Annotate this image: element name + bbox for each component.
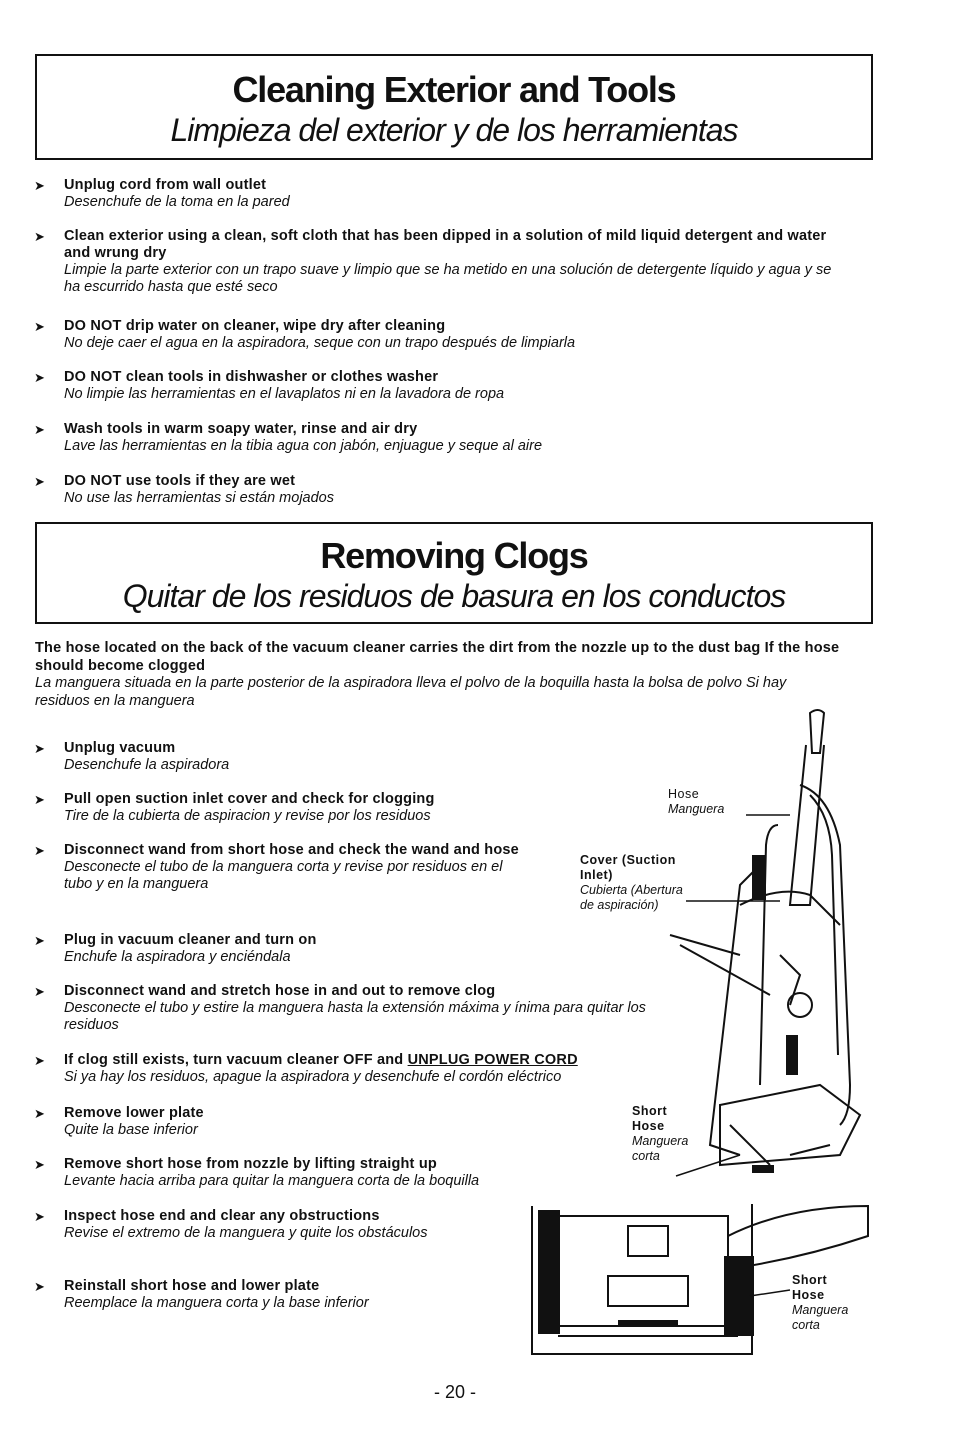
- list-item: ➤ If clog still exists, turn vacuum cleaner OFF and UNPLUG POWER CORD Si ya hay los residuos, apague la aspiradora y desenchufe el cordón eléctrico: [34, 1052, 578, 1085]
- arrow-bullet-icon: ➤: [34, 1157, 45, 1172]
- arrow-bullet-icon: ➤: [34, 1106, 45, 1121]
- arrow-bullet-icon: ➤: [34, 370, 45, 385]
- list-item: ➤ Disconnect wand from short hose and check the wand and hose Desconecte el tubo de la manguera corta y revise por residuos en el tubo y en la manguera: [34, 842, 519, 892]
- page-number: - 20 -: [433, 1382, 476, 1402]
- arrow-bullet-icon: ➤: [34, 843, 45, 858]
- section-subtitle: Limpieza del exterior y de los herramientas: [170, 112, 738, 148]
- list-item: ➤ Unplug cord from wall outlet Desenchufe de la toma en la pared: [34, 177, 290, 210]
- label-short-hose-1: Short Hose Manguera corta: [632, 1104, 689, 1163]
- section-title: Removing Clogs: [320, 535, 588, 576]
- list-item: ➤ Inspect hose end and clear any obstructions Revise el extremo de la manguera y quite los obstáculos: [34, 1208, 428, 1241]
- list-item: ➤ Clean exterior using a clean, soft cloth that has been dipped in a solution of mild liquid detergent and water and wrung dry Limpie la parte exterior con un trapo suave y limpio que se ha metido en una solución de detergente líquido y agua y se ha escurrido hasta que esté seco: [34, 228, 832, 295]
- section-title: Cleaning Exterior and Tools: [232, 69, 676, 110]
- arrow-bullet-icon: ➤: [34, 984, 45, 999]
- arrow-bullet-icon: ➤: [34, 792, 45, 807]
- arrow-bullet-icon: ➤: [34, 741, 45, 756]
- label-short-hose-2: Short Hose Manguera corta: [792, 1273, 849, 1332]
- list-item: ➤ Wash tools in warm soapy water, rinse and air dry Lave las herramientas en la tibia agua con jabón, enjuague y seque al aire: [34, 421, 543, 454]
- list-item: ➤ Unplug vacuum Desenchufe la aspiradora: [34, 740, 230, 773]
- list-item: ➤ DO NOT drip water on cleaner, wipe dry after cleaning No deje caer el agua en la aspiradora, seque con un trapo después de limpiarla: [34, 318, 576, 351]
- list-item: ➤ Plug in vacuum cleaner and turn on Enchufe la aspiradora y enciéndala: [34, 932, 317, 965]
- label-cover: Cover (Suction Inlet) Cubierta (Abertura de aspiración): [580, 853, 683, 912]
- label-hose: Hose Manguera: [668, 787, 725, 816]
- arrow-bullet-icon: ➤: [34, 229, 45, 244]
- arrow-bullet-icon: ➤: [34, 422, 45, 437]
- section-subtitle: Quitar de los residuos de basura en los conductos: [122, 578, 786, 614]
- list-item: ➤ DO NOT use tools if they are wet No use las herramientas si están mojados: [34, 473, 334, 506]
- arrow-bullet-icon: ➤: [34, 1209, 45, 1224]
- list-item: ➤ Remove lower plate Quite la base inferior: [34, 1105, 204, 1138]
- arrow-bullet-icon: ➤: [34, 1053, 45, 1068]
- arrow-bullet-icon: ➤: [34, 933, 45, 948]
- list-item: ➤ Pull open suction inlet cover and check for clogging Tire de la cubierta de aspiracion y revise por los residuos: [34, 791, 435, 824]
- arrow-bullet-icon: ➤: [34, 1279, 45, 1294]
- list-item: ➤ Reinstall short hose and lower plate Reemplace la manguera corta y la base inferior: [34, 1278, 369, 1311]
- arrow-bullet-icon: ➤: [34, 319, 45, 334]
- intro-paragraph: The hose located on the back of the vacuum cleaner carries the dirt from the nozzle up to the dust bag If the hose should become clogged La manguera situada en la parte posterior de la aspiradora lleva el polvo de la boquilla hasta la bolsa de polvo Si hay residuos en la manguera: [35, 640, 840, 709]
- arrow-bullet-icon: ➤: [34, 474, 45, 489]
- list-item: ➤ Disconnect wand and stretch hose in and out to remove clog Desconecte el tubo y estire la manguera hasta la extensión máxima y ínima para quitar los residuos: [34, 983, 646, 1033]
- arrow-bullet-icon: ➤: [34, 178, 45, 193]
- list-item: ➤ Remove short hose from nozzle by lifting straight up Levante hacia arriba para quitar la manguera corta de la boquilla: [34, 1156, 480, 1189]
- list-item: ➤ DO NOT clean tools in dishwasher or clothes washer No limpie las herramientas en el lavaplatos ni en la lavadora de ropa: [34, 369, 505, 402]
